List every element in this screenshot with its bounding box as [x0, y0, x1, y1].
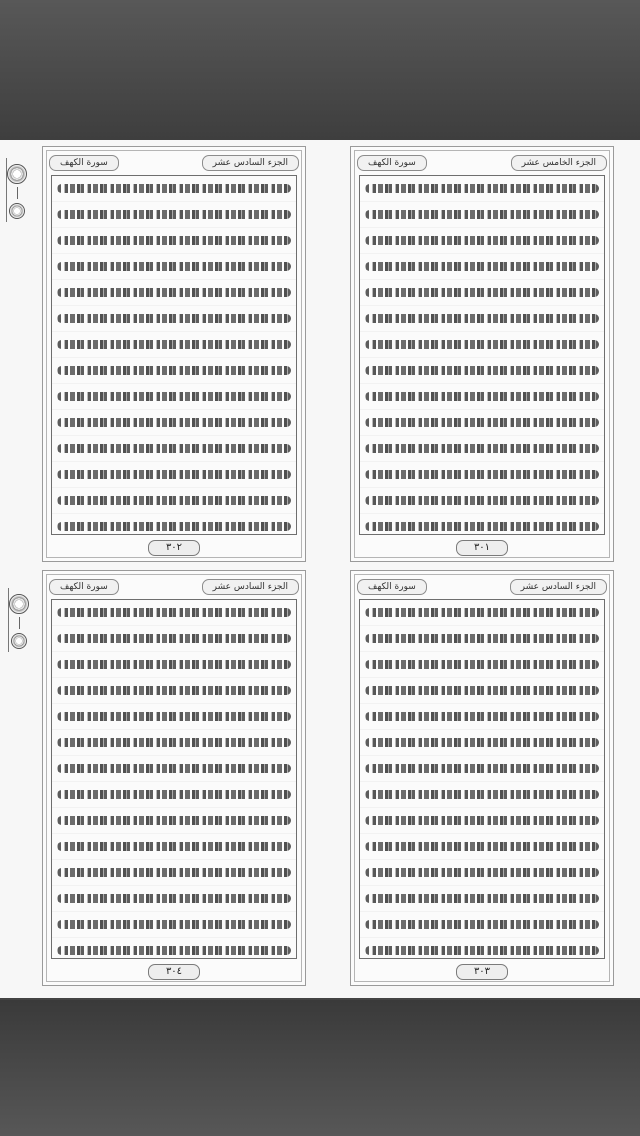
quran-text-block: [51, 599, 297, 959]
hizb-marker-ornament: [8, 588, 29, 652]
text-line: [365, 842, 599, 851]
page-footer: [351, 964, 613, 980]
surah-name-cartouche: سورة الكهف: [357, 155, 427, 171]
text-line: [365, 868, 599, 877]
surah-name-cartouche: سورة الكهف: [49, 579, 119, 595]
quran-page-303[interactable]: [350, 570, 614, 986]
quran-page-304[interactable]: [42, 570, 306, 986]
text-line: [365, 686, 599, 695]
rosette-icon: [11, 633, 27, 649]
text-line: [57, 816, 291, 825]
rosette-icon: [9, 203, 25, 219]
page-header: [49, 577, 299, 597]
page-header: [357, 577, 607, 597]
surah-name-cartouche: سورة الكهف: [49, 155, 119, 171]
text-line: [365, 262, 599, 271]
text-line: [57, 496, 291, 505]
rosette-icon: [9, 594, 29, 614]
text-line: [365, 470, 599, 479]
surah-name-cartouche: سورة الكهف: [357, 579, 427, 595]
marker-stem: [17, 187, 18, 199]
text-line: [365, 496, 599, 505]
text-line: [365, 314, 599, 323]
top-background-band: [0, 0, 640, 140]
rosette-icon: [7, 164, 27, 184]
text-line: [57, 894, 291, 903]
page-number: ٣٠١: [456, 540, 508, 556]
text-line: [365, 340, 599, 349]
text-line: [57, 314, 291, 323]
text-line: [57, 868, 291, 877]
mushaf-spread-sheet: [0, 140, 640, 998]
text-line: [57, 660, 291, 669]
quran-page-302[interactable]: [42, 146, 306, 562]
text-line: [57, 444, 291, 453]
text-line: [365, 288, 599, 297]
text-line: [365, 946, 599, 955]
text-line: [57, 236, 291, 245]
text-line: [365, 634, 599, 643]
text-line: [365, 184, 599, 193]
page-number: ٣٠٤: [148, 964, 200, 980]
page-header: [357, 153, 607, 173]
text-line: [365, 366, 599, 375]
text-line: [365, 790, 599, 799]
text-line: [57, 392, 291, 401]
juz-name-cartouche: الجزء الخامس عشر: [511, 155, 607, 171]
juz-name-cartouche: الجزء السادس عشر: [202, 579, 299, 595]
text-line: [57, 634, 291, 643]
text-line: [365, 660, 599, 669]
quran-text-block: [359, 599, 605, 959]
bottom-background-band: [0, 1000, 640, 1136]
text-line: [365, 392, 599, 401]
text-line: [57, 184, 291, 193]
text-line: [57, 686, 291, 695]
text-line: [365, 712, 599, 721]
page-number: ٣٠٢: [148, 540, 200, 556]
text-line: [57, 470, 291, 479]
text-line: [365, 418, 599, 427]
page-footer: [43, 540, 305, 556]
text-line: [365, 920, 599, 929]
quran-page-301[interactable]: [350, 146, 614, 562]
quran-text-block: [359, 175, 605, 535]
text-line: [57, 522, 291, 531]
text-line: [57, 608, 291, 617]
text-line: [57, 262, 291, 271]
page-footer: [43, 964, 305, 980]
text-line: [57, 764, 291, 773]
text-line: [57, 712, 291, 721]
text-line: [365, 764, 599, 773]
text-line: [365, 816, 599, 825]
juz-name-cartouche: الجزء السادس عشر: [202, 155, 299, 171]
text-line: [57, 418, 291, 427]
text-line: [365, 522, 599, 531]
text-line: [57, 340, 291, 349]
text-line: [57, 842, 291, 851]
text-line: [365, 444, 599, 453]
text-line: [365, 608, 599, 617]
hizb-marker-ornament: [6, 158, 27, 222]
text-line: [365, 738, 599, 747]
text-line: [57, 366, 291, 375]
text-line: [57, 738, 291, 747]
page-header: [49, 153, 299, 173]
text-line: [57, 920, 291, 929]
text-line: [365, 236, 599, 245]
juz-name-cartouche: الجزء السادس عشر: [510, 579, 607, 595]
text-line: [365, 894, 599, 903]
quran-text-block: [51, 175, 297, 535]
text-line: [57, 288, 291, 297]
text-line: [365, 210, 599, 219]
page-footer: [351, 540, 613, 556]
marker-stem: [19, 617, 20, 629]
page-number: ٣٠٣: [456, 964, 508, 980]
text-line: [57, 790, 291, 799]
text-line: [57, 210, 291, 219]
text-line: [57, 946, 291, 955]
